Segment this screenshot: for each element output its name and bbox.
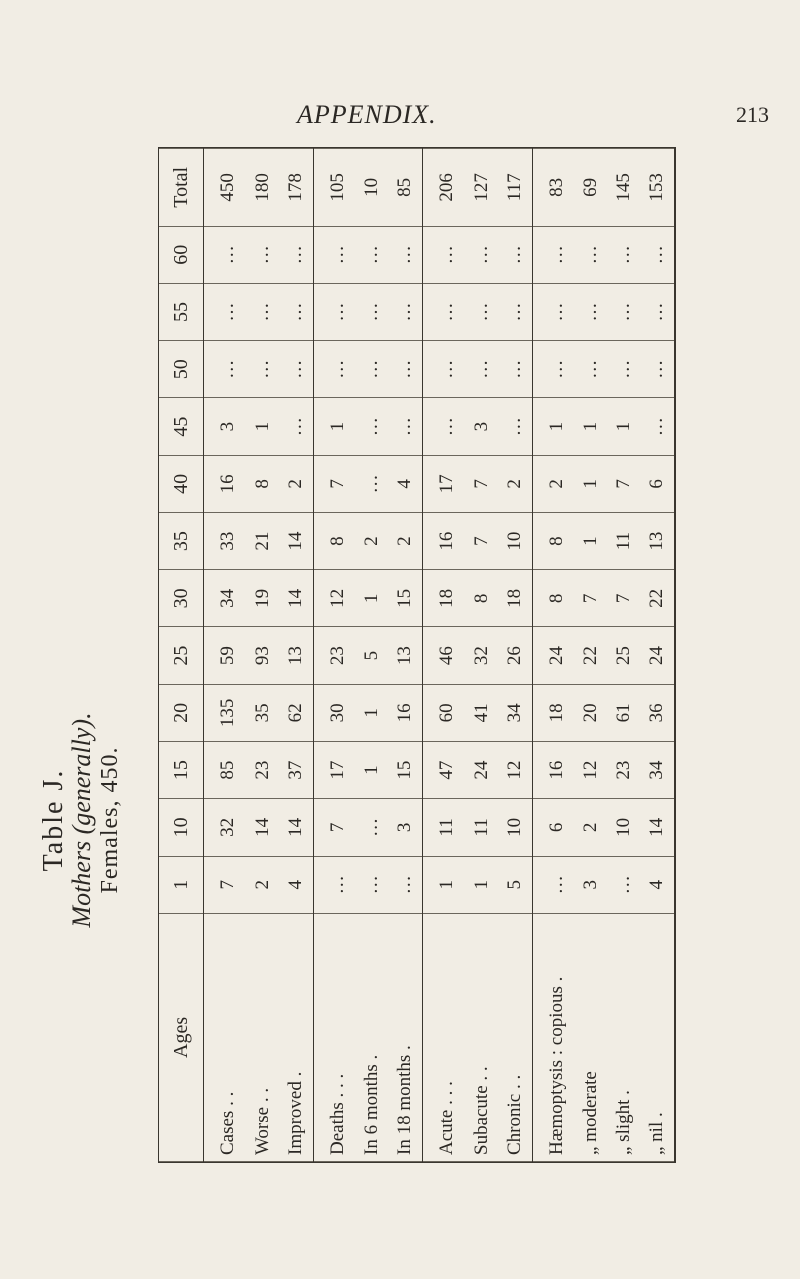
table-cell: 11 [423,799,466,856]
table-cell: … [279,341,313,398]
table-cell: 8 [532,512,575,569]
table-row [465,149,498,1162]
table-cell: 206 [423,149,466,227]
table-cell: 4 [389,455,423,512]
row-label: Acute . . . [423,913,466,1161]
table-cell: 23 [608,742,641,799]
table-cell: 7 [465,512,498,569]
column-header: 50 [159,341,204,398]
table-cell: 178 [279,149,313,227]
row-group [423,149,533,1162]
table-cell: … [356,455,389,512]
table-label: Table J. [38,768,69,872]
table-cell: … [498,398,532,455]
row-label: Hæmoptysis : copious . [532,913,575,1161]
table-cell: 105 [313,149,356,227]
column-header: 45 [159,398,204,455]
table-cell: 12 [313,570,356,627]
table-cell: 3 [204,398,247,455]
table-cell: 7 [204,856,247,913]
table-row [498,149,532,1162]
table-row [532,149,575,1162]
table-cell: 153 [641,149,675,227]
table-cell: 3 [389,799,423,856]
table-cell: 8 [465,570,498,627]
table-cell: 21 [246,512,279,569]
table-cell: 69 [575,149,608,227]
table-cell: 14 [279,570,313,627]
row-label: Subacute . . [465,913,498,1161]
table-cell: 1 [246,398,279,455]
table-cell: … [608,226,641,283]
table-cell: 1 [356,742,389,799]
table-cell: 1 [608,398,641,455]
table-cell: 23 [246,742,279,799]
table-cell: … [498,283,532,340]
table-cell: 20 [575,684,608,741]
table-cell: 26 [498,627,532,684]
column-header: 10 [159,799,204,856]
table-cell: 47 [423,742,466,799]
table-cell: 85 [389,149,423,227]
table-row [641,149,675,1162]
table-cell: … [498,226,532,283]
table-cell: 12 [575,742,608,799]
table-cell: 32 [465,627,498,684]
column-header: 20 [159,684,204,741]
table-cell: … [246,283,279,340]
table-cell: … [204,226,247,283]
row-label: Improved . [279,913,313,1161]
table-row [204,149,247,1162]
table-cell: 24 [465,742,498,799]
table-cell: 19 [246,570,279,627]
table-cell: 6 [641,455,675,512]
table-cell: … [532,283,575,340]
table-cell: 3 [465,398,498,455]
table-cell: 83 [532,149,575,227]
table-cell: 7 [575,570,608,627]
table-cell: 85 [204,742,247,799]
table-cell: … [641,226,675,283]
table-row [389,149,423,1162]
table-cell: 60 [423,684,466,741]
table-cell: 6 [532,799,575,856]
table-cell: 61 [608,684,641,741]
table-cell: 450 [204,149,247,227]
table-cell: … [532,226,575,283]
table-cell: … [532,856,575,913]
table-cell: 14 [246,799,279,856]
table-cell: 1 [575,512,608,569]
table-cell: 1 [465,856,498,913]
table-cell: … [356,341,389,398]
running-title: APPENDIX. [297,100,437,129]
table-cell: 24 [532,627,575,684]
table-cell: 1 [356,684,389,741]
table-cell: 15 [389,570,423,627]
table-cell: 62 [279,684,313,741]
column-header: 25 [159,627,204,684]
row-label: „ moderate [575,913,608,1161]
page-header [0,100,800,130]
table-cell: 11 [608,512,641,569]
table-cell: 1 [313,398,356,455]
table-cell: 16 [532,742,575,799]
table-cell: 8 [532,570,575,627]
row-label: „ slight . [608,913,641,1161]
table-cell: 59 [204,627,247,684]
table-cell: … [279,226,313,283]
table-cell: 36 [641,684,675,741]
table-cell: … [246,341,279,398]
data-table-container [158,147,676,1163]
table-row [279,149,313,1162]
table-cell: … [423,341,466,398]
table-cell: … [641,398,675,455]
table-cell: 2 [356,512,389,569]
table-cell: 10 [356,149,389,227]
table-cell: 14 [641,799,675,856]
row-label: Worse . . [246,913,279,1161]
table-cell: 7 [313,455,356,512]
table-row [575,149,608,1162]
table-cell: 1 [532,398,575,455]
table-cell: … [389,856,423,913]
table-cell: … [389,226,423,283]
table-cell: … [532,341,575,398]
table-cell: 7 [465,455,498,512]
table-cell: 1 [575,398,608,455]
table-cell: … [356,856,389,913]
column-header: 40 [159,455,204,512]
table-cell: … [279,398,313,455]
table-cell: … [608,283,641,340]
table-cell: 7 [608,455,641,512]
table-cell: 2 [532,455,575,512]
table-cell: … [204,283,247,340]
table-cell: 5 [498,856,532,913]
row-label: Chronic . . [498,913,532,1161]
page-number: 213 [736,102,769,127]
row-label: Cases . . [204,913,247,1161]
table-cell: 25 [608,627,641,684]
table-cell: 24 [641,627,675,684]
column-header: 1 [159,856,204,913]
row-group [204,149,314,1162]
table-cell: 17 [313,742,356,799]
table-cell: 18 [498,570,532,627]
table-subtitle: Mothers (generally). [67,712,96,928]
table-row [608,149,641,1162]
table-cell: 34 [204,570,247,627]
table-row [313,149,356,1162]
row-label: Deaths . . . [313,913,356,1161]
table-cell: 1 [575,455,608,512]
table-cell: 14 [279,512,313,569]
column-header: 35 [159,512,204,569]
table-cell: 16 [389,684,423,741]
table-cell: … [641,341,675,398]
table-subset: Females, 450. [97,746,123,894]
table-cell: 17 [423,455,466,512]
row-label: In 6 months . [356,913,389,1161]
table-cell: 7 [313,799,356,856]
row-label: In 18 months . [389,913,423,1161]
table-cell: 18 [423,570,466,627]
table-cell: 5 [356,627,389,684]
table-cell: … [423,398,466,455]
table-cell: 93 [246,627,279,684]
table-cell: 14 [279,799,313,856]
table-cell: 127 [465,149,498,227]
table-cell: 10 [498,512,532,569]
table-cell: 33 [204,512,247,569]
column-header: 60 [159,226,204,283]
table-cell: … [313,341,356,398]
table-cell: 2 [498,455,532,512]
table-cell: 37 [279,742,313,799]
table-cell: 7 [608,570,641,627]
table-cell: … [575,283,608,340]
table-cell: … [641,283,675,340]
table-cell: … [465,226,498,283]
table-cell: 30 [313,684,356,741]
table-cell: … [356,283,389,340]
table-cell: 2 [575,799,608,856]
table-cell: 2 [389,512,423,569]
table-cell: 22 [575,627,608,684]
row-label: „ nil . [641,913,675,1161]
table-cell: … [608,341,641,398]
table-cell: … [279,283,313,340]
table-cell: 4 [279,856,313,913]
table-row [356,149,389,1162]
table-cell: … [465,341,498,398]
column-header: Ages [159,913,204,1161]
table-cell: … [423,283,466,340]
table-cell: 13 [641,512,675,569]
table-row [423,149,466,1162]
table-cell: 16 [423,512,466,569]
table-cell: 13 [279,627,313,684]
column-header: Total [159,149,204,227]
table-cell: 145 [608,149,641,227]
table-cell: … [313,283,356,340]
table-cell: 11 [465,799,498,856]
table-header-row [159,149,204,1162]
table-cell: … [389,398,423,455]
table-caption [40,525,140,1115]
column-header: 30 [159,570,204,627]
table-cell: … [423,226,466,283]
table-cell: 16 [204,455,247,512]
table-cell: 1 [356,570,389,627]
row-group [313,149,423,1162]
table-cell: 10 [498,799,532,856]
row-group [532,149,675,1162]
table-cell: 22 [641,570,675,627]
table-cell: … [465,283,498,340]
table-cell: … [575,226,608,283]
table-cell: … [313,226,356,283]
table-cell: … [575,341,608,398]
table-cell: … [356,799,389,856]
table-row [246,149,279,1162]
table-cell: 1 [423,856,466,913]
column-header: 55 [159,283,204,340]
table-cell: 2 [279,455,313,512]
table-cell: 12 [498,742,532,799]
table-cell: … [498,341,532,398]
table-cell: 35 [246,684,279,741]
data-table [159,148,675,1162]
table-cell: … [313,856,356,913]
table-cell: … [246,226,279,283]
table-cell: 46 [423,627,466,684]
table-cell: 8 [313,512,356,569]
column-header: 15 [159,742,204,799]
table-cell: … [389,283,423,340]
table-cell: 23 [313,627,356,684]
table-cell: 15 [389,742,423,799]
table-cell: 180 [246,149,279,227]
table-cell: 32 [204,799,247,856]
table-cell: 8 [246,455,279,512]
table-cell: 10 [608,799,641,856]
table-cell: … [356,226,389,283]
table-cell: 13 [389,627,423,684]
table-cell: 2 [246,856,279,913]
table-cell: … [356,398,389,455]
table-cell: 34 [498,684,532,741]
table-cell: 18 [532,684,575,741]
table-cell: 135 [204,684,247,741]
table-cell: 4 [641,856,675,913]
table-cell: 3 [575,856,608,913]
table-cell: … [389,341,423,398]
table-cell: 41 [465,684,498,741]
table-cell: 117 [498,149,532,227]
table-cell: … [608,856,641,913]
table-cell: … [204,341,247,398]
table-cell: 34 [641,742,675,799]
